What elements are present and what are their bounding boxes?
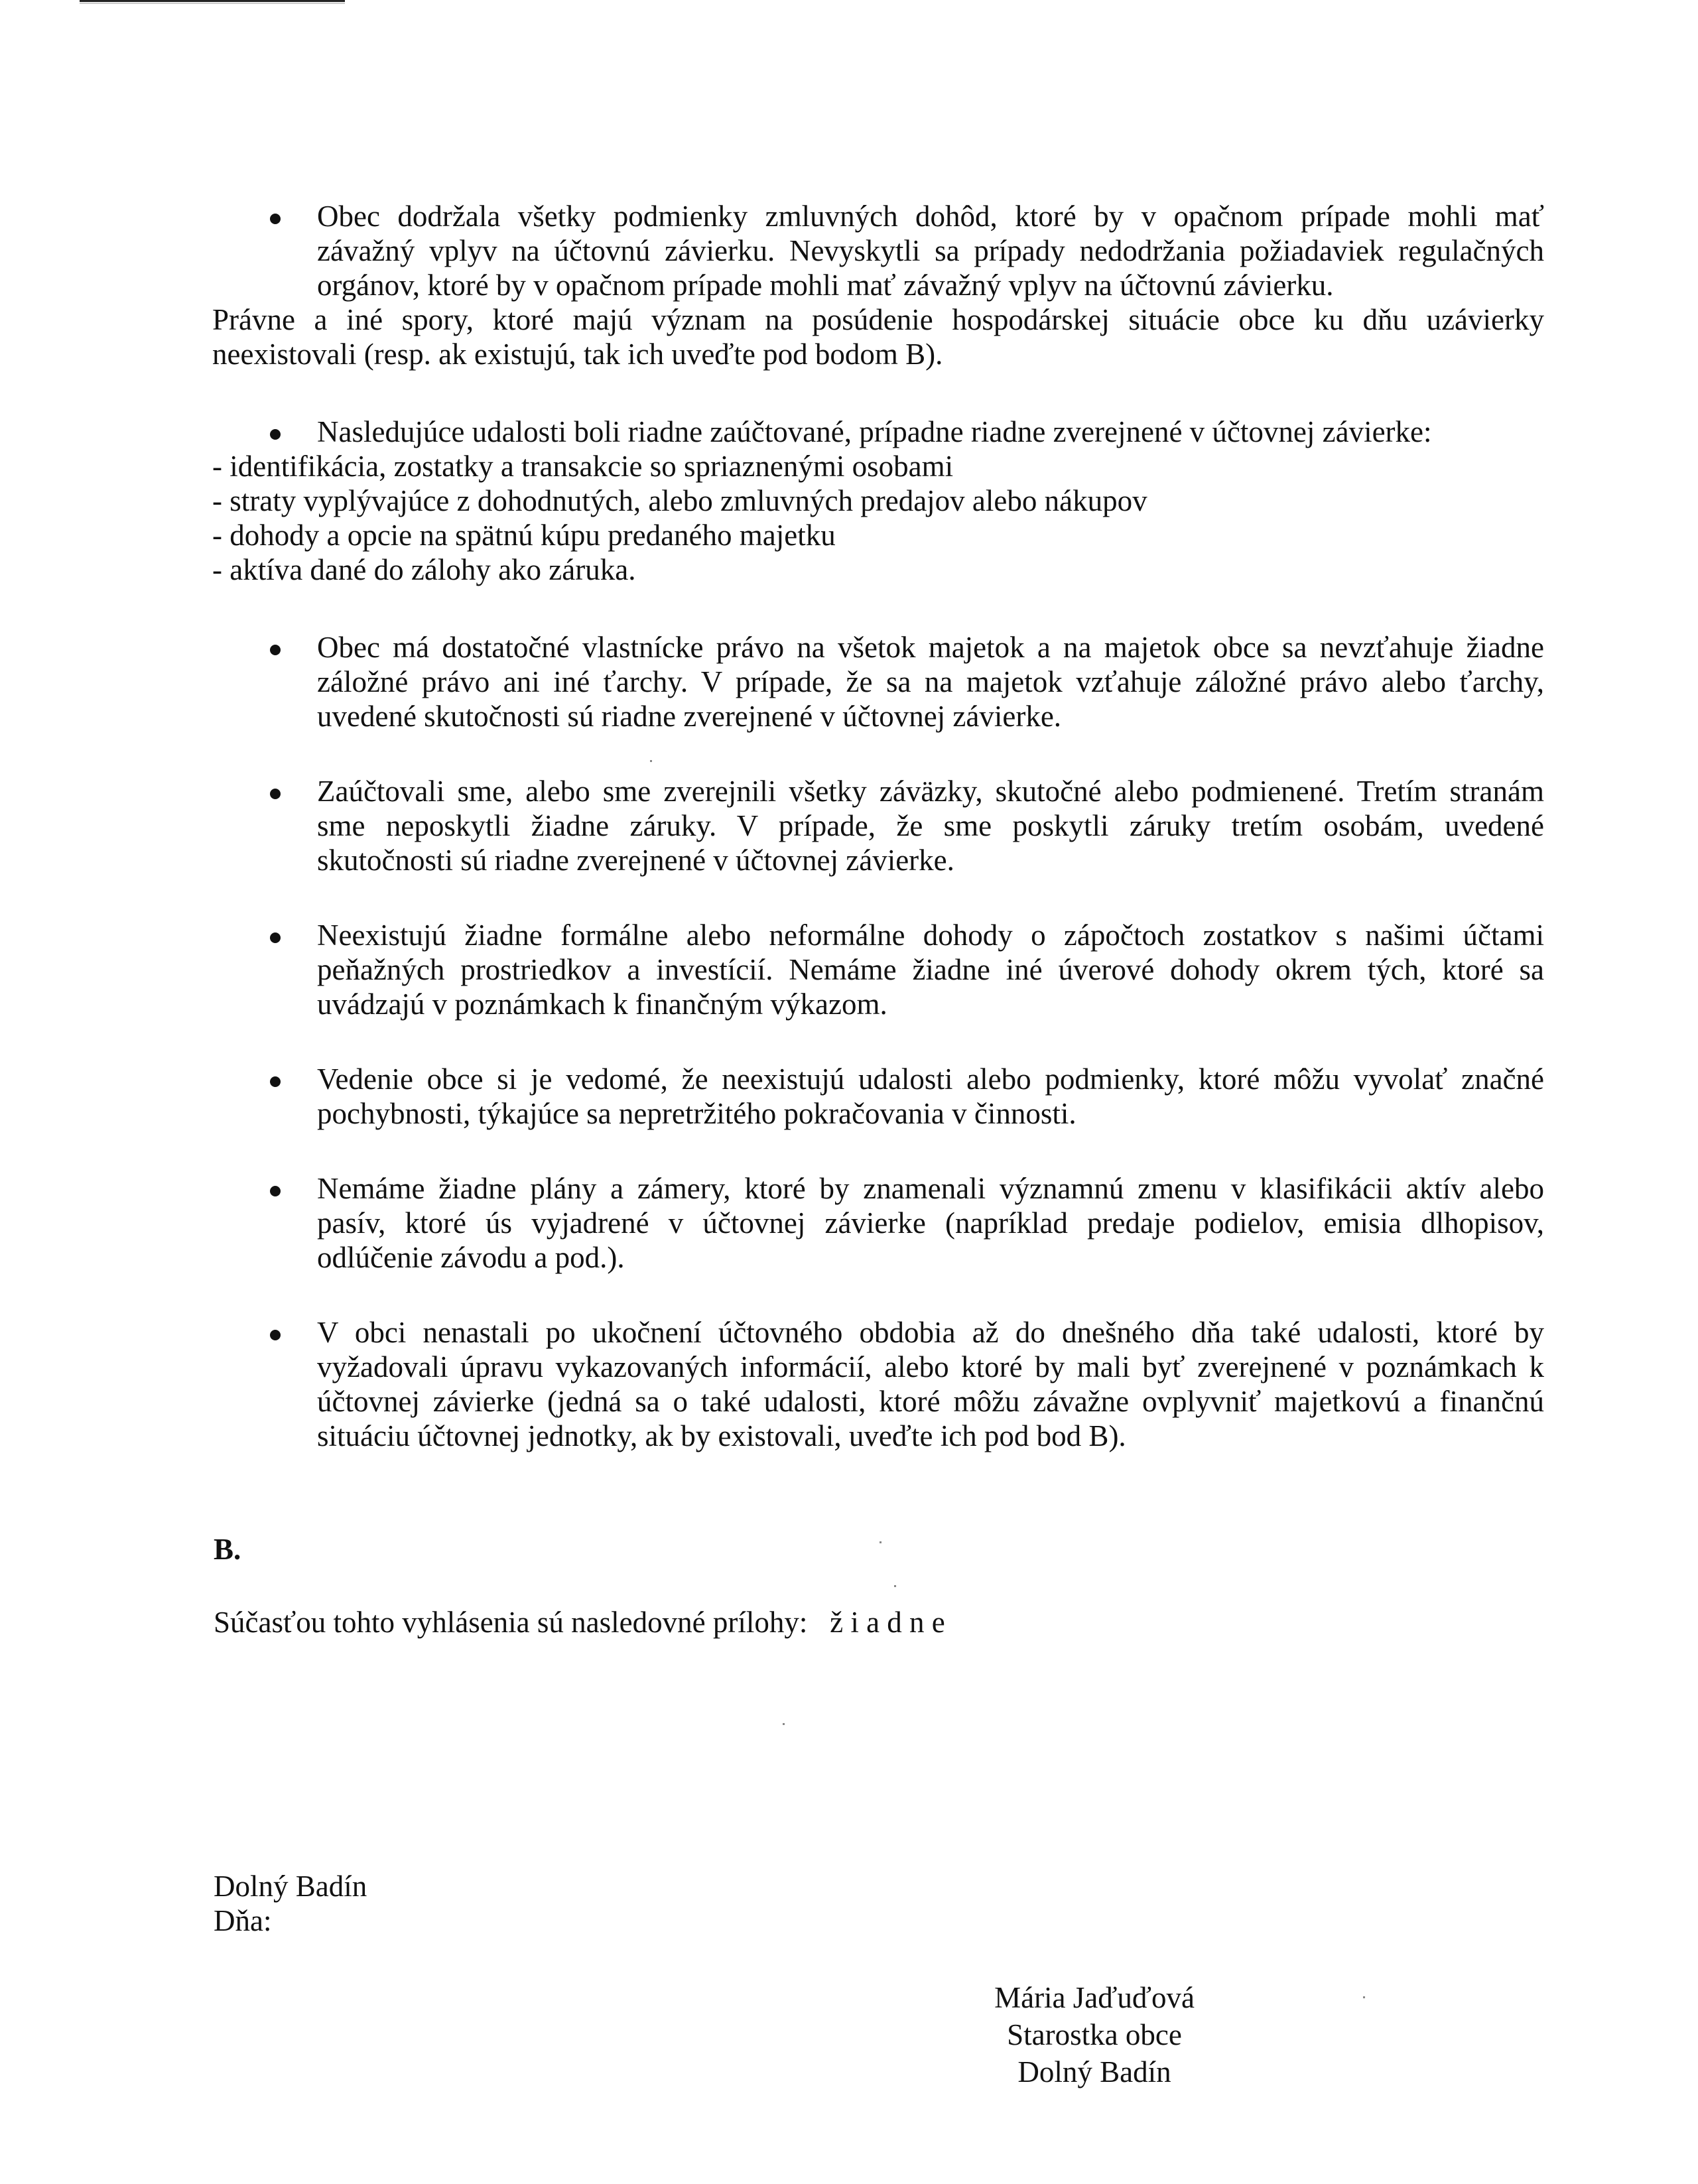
text-line: účtovnej závierke (jedná sa o také udalosti, ktoré môžu závažne ovplyvniť majetkovú a finančnú <box>317 1385 1544 1418</box>
signatory-name: Mária Jaďuďová <box>994 1981 1195 2014</box>
text-line: uvádzajú v poznámkach k finančným výkazom. <box>317 988 887 1021</box>
text-line: uvedené skutočnosti sú riadne zverejnené v účtovnej závierke. <box>317 700 1062 733</box>
list-item: - dohody a opcie na spätnú kúpu predaného majetku <box>212 519 836 552</box>
bullet-icon <box>270 1076 281 1087</box>
scan-speck <box>894 1585 896 1587</box>
date-label: Dňa: <box>214 1904 272 1937</box>
scan-speck <box>880 1541 882 1543</box>
scan-speck <box>783 1723 785 1725</box>
bullet-icon <box>270 789 281 799</box>
text-line: Obec má dostatočné vlastnícke právo na všetok majetok a na majetok obce sa nevzťahuje žiadne <box>317 631 1544 664</box>
text-line: Zaúčtovali sme, alebo sme zverejnili všetky záväzky, skutočné alebo podmienené. Tretím stranám <box>317 775 1544 808</box>
list-item: - straty vyplývajúce z dohodnutých, alebo zmluvných predajov alebo nákupov <box>212 484 1147 517</box>
list-item: - identifikácia, zostatky a transakcie so spriaznenými osobami <box>212 450 954 483</box>
text-line: Právne a iné spory, ktoré majú význam na posúdenie hospodárskej situácie obce ku dňu uzávierky <box>212 303 1544 336</box>
bullet-icon <box>270 932 281 943</box>
signatory-title: Starostka obce <box>1007 2018 1182 2051</box>
text-line: pochybnosti, týkajúce sa nepretržitého pokračovania v činnosti. <box>317 1097 1077 1130</box>
text-line: odlúčenie závodu a pod.). <box>317 1241 625 1274</box>
bullet-icon <box>270 214 281 224</box>
attachments-value: ž i a d n e <box>830 1606 945 1639</box>
text-line: peňažných prostriedkov a investícií. Nemáme žiadne iné úverové dohody okrem tých, ktoré sa <box>317 953 1544 986</box>
text-line: Obec dodržala všetky podmienky zmluvných dohôd, ktoré by v opačnom prípade mohli mať <box>317 200 1544 233</box>
text-line: záložné právo ani iné ťarchy. V prípade, že sa na majetok vzťahuje záložné právo alebo ťarchy, <box>317 665 1544 698</box>
text-line: Vedenie obce si je vedomé, že neexistujú udalosti alebo podmienky, ktoré môžu vyvolať značné <box>317 1062 1544 1096</box>
bullet-icon <box>270 1186 281 1196</box>
scan-artifact-line <box>80 0 345 2</box>
text-line: V obci nenastali po ukočnení účtovného obdobia až do dnešného dňa také udalosti, ktoré by <box>317 1316 1544 1349</box>
attachments-line <box>214 1605 945 1639</box>
text-line: orgánov, ktoré by v opačnom prípade mohli mať závažný vplyv na účtovnú závierku. <box>317 269 1334 302</box>
attachments-label: Súčasťou tohto vyhlásenia sú nasledovné prílohy: <box>214 1606 808 1639</box>
bullet-icon <box>270 645 281 655</box>
bullet-icon <box>270 1330 281 1340</box>
text-line: sme neposkytli žiadne záruky. V prípade, že sme poskytli záruky tretím osobám, uvedené <box>317 809 1544 842</box>
place-text: Dolný Badín <box>214 1870 367 1903</box>
scan-artifact-line-shadow <box>80 3 345 4</box>
signatory-municipality: Dolný Badín <box>1017 2055 1171 2088</box>
text-line: vyžadovali úpravu vykazovaných informácií, alebo ktoré by mali byť zverejnené v poznámkach k <box>317 1350 1544 1383</box>
bullet-icon <box>270 429 281 440</box>
text-line: Nasledujúce udalosti boli riadne zaúčtované, prípadne riadne zverejnené v účtovnej závierke: <box>317 415 1432 448</box>
list-item: - aktíva dané do zálohy ako záruka. <box>212 553 636 586</box>
text-line: neexistovali (resp. ak existujú, tak ich uveďte pod bodom B). <box>212 338 943 371</box>
text-line: situáciu účtovnej jednotky, ak by existovali, uveďte ich pod bod B). <box>317 1419 1126 1452</box>
scan-speck <box>650 760 652 762</box>
text-line: skutočnosti sú riadne zverejnené v účtovnej závierke. <box>317 844 954 877</box>
text-line: pasív, ktoré ús vyjadrené v účtovnej závierke (napríklad predaje podielov, emisia dlhopisov, <box>317 1206 1544 1240</box>
scan-speck <box>1363 1996 1365 1998</box>
text-line: závažný vplyv na účtovnú závierku. Nevyskytli sa prípady nedodržania požiadaviek regulačných <box>317 234 1544 267</box>
section-b-heading: B. <box>214 1533 241 1566</box>
text-line: Nemáme žiadne plány a zámery, ktoré by znamenali významnú zmenu v klasifikácii aktív alebo <box>317 1172 1544 1205</box>
text-line: Neexistujú žiadne formálne alebo neformálne dohody o zápočtoch zostatkov s našimi účtami <box>317 919 1544 952</box>
